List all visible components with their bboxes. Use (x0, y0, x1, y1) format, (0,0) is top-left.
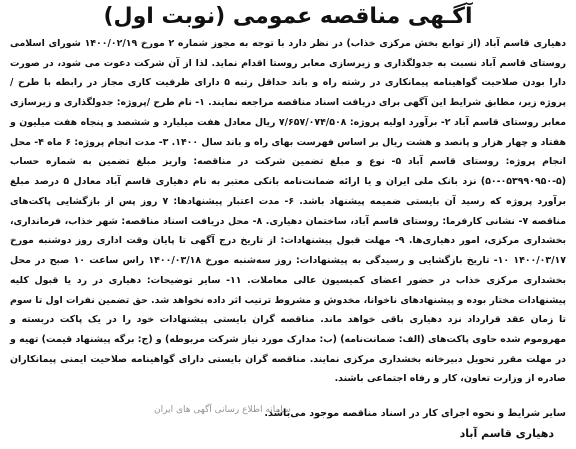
item-4-text: روستای قاسم آباد (401, 156, 499, 168)
item-10-text: روز سه‌شنبه مورخ ۱۴۰۰/۰۳/۱۸ راس ساعت ۱۰ صبح در محل بخشداری مرکزی خذاب در حضور اعضای کمیسیون عالی معاملات. (10, 255, 566, 286)
item-11-label: ۱۱- سایر توضیحات: (141, 274, 242, 286)
item-5-text: واریز مبلغ تضمین به شماره حساب (۵-۰۵۳۹۹۰۹۵۰-۵۰) نزد بانک ملی ایران و یا ارائه ضمانت‌نامه بانکی معتبر به نام دهیاری قاسم آباد معادل ۵ درصد مبلغ برآورد پروژه که رسید آن بایستی ضمیمه پیشنهاد باشد. (10, 156, 567, 207)
item-5-label: ۵- نوع و مبلغ تضمین شرکت در مناقصه: (186, 156, 402, 168)
notice-body (10, 34, 566, 389)
item-6-label: ۶- مدت اعتبار پیشنهادها: (168, 195, 295, 207)
item-3-text: ۶ ماه (43, 136, 72, 148)
intro-paragraph: دهیاری قاسم آباد (از توابع بخش مرکزی خذاب) در نظر دارد با توجه به مجوز شماره ۲ مورخ ۱۴۰۰/۰۲/۱۹ شورای اسلامی روستای قاسم آباد نسبت به جدولگذاری و زیرسازی معابر روستا اقدام نماید. لذا از آن شرکت دعوت می شود، در صورت دارا بودن صلاحیت گواهینامه پیمانکاری در رشته راه و باند حداقل رتبه ۵ دارای ظرفیت کاری مجاز در رابطه با طرح / پروژه زیر، مطابق شرایط این آگهی برای دریافت اسناد مناقصه مراجعه نمایند. (10, 38, 566, 109)
item-9-text: از تاریخ درج آگهی تا پایان وقت اداری روز دوشنبه مورخ ۱۴۰۰/۰۳/۱۷ (10, 235, 566, 267)
item-2-text: ۷/۶۵۷/۰۷۴/۵۰۸ ریال معادل هفت میلیارد و ششصد و پنجاه هفت میلیون و هفتاد و چهار هزار و پانصد و هشت ریال بر اساس فهرست بهای راه و باند سال ۱۴۰۰. (10, 116, 566, 148)
item-6-text: ۷ روز پس از بازگشایی پاکت‌های مناقصه (10, 195, 566, 227)
tender-notice (4, 0, 572, 449)
site-watermark: سامانه اطلاع رسانی آگهی های ایران (154, 405, 291, 415)
item-4-label: ۴- محل انجام پروژه: (10, 136, 566, 168)
item-2-label: ۲- برآورد اولیه پروژه: (346, 116, 451, 128)
item-8-label: ۸- محل دریافت اسناد مناقصه: (117, 215, 263, 227)
item-3-label: ۳- مدت انجام پروژه: (71, 136, 169, 148)
item-1-label: ۱- نام طرح /پروژه: (113, 97, 205, 109)
item-10-label: ۱۰- تاریخ بازگشایی و رسیدگی به پیشنهادات: (291, 255, 510, 267)
notice-title: آگـهی مناقصه عمومی (نوبت اول) (103, 4, 473, 29)
item-7-label: ۷- نشانی کارفرما: (438, 215, 529, 227)
item-9-label: ۹- مهلت قبول پیشنهادات: (276, 235, 405, 247)
item-11-text: دهیاری در رد یا قبول کلیه پیشنهادات مختار بوده و پیشنهادهای ناخوانا، مخدوش و مشروط ترتیب اثر داده نخواهد شد. حق تضمین نفرات اول تا سوم تا زمان عقد قرارداد نزد دهیاری باقی خواهد ماند. مناقصه گران بایستی پیشنهادات خود را در یک پاکت دربسته و مهروموم شده حاوی پاکت‌های (الف: ضمانت‌نامه) (ب: مدارک مورد نیاز شرکت مربوطه) و (ج: برگه پیشنهاد قیمت) تهیه و در مهلت مقرر تحویل دبیرخانه بخشداری مرکزی نمایند. مناقصه گران بایستی دارای گواهینامه صلاحیت ایمنی پیمانکاران صادره از وزارت تعاون، کار و رفاه اجتماعی باشند. (10, 274, 566, 385)
item-1-text: جدولگذاری و زیرسازی معابر روستای قاسم آباد (10, 97, 567, 128)
item-8-text: شهر خذاب، فرمانداری، بخشداری مرکزی، امور دهیاری‌ها. (10, 215, 566, 247)
closing-line: سایر شرایط و نحوه اجرای کار در اسناد مناقصه موجود می‌باشد. (264, 408, 566, 419)
signature-line: دهیاری قاسم آباد (459, 427, 554, 440)
item-7-text: روستای قاسم آباد، ساختمان دهیاری. (262, 215, 439, 227)
